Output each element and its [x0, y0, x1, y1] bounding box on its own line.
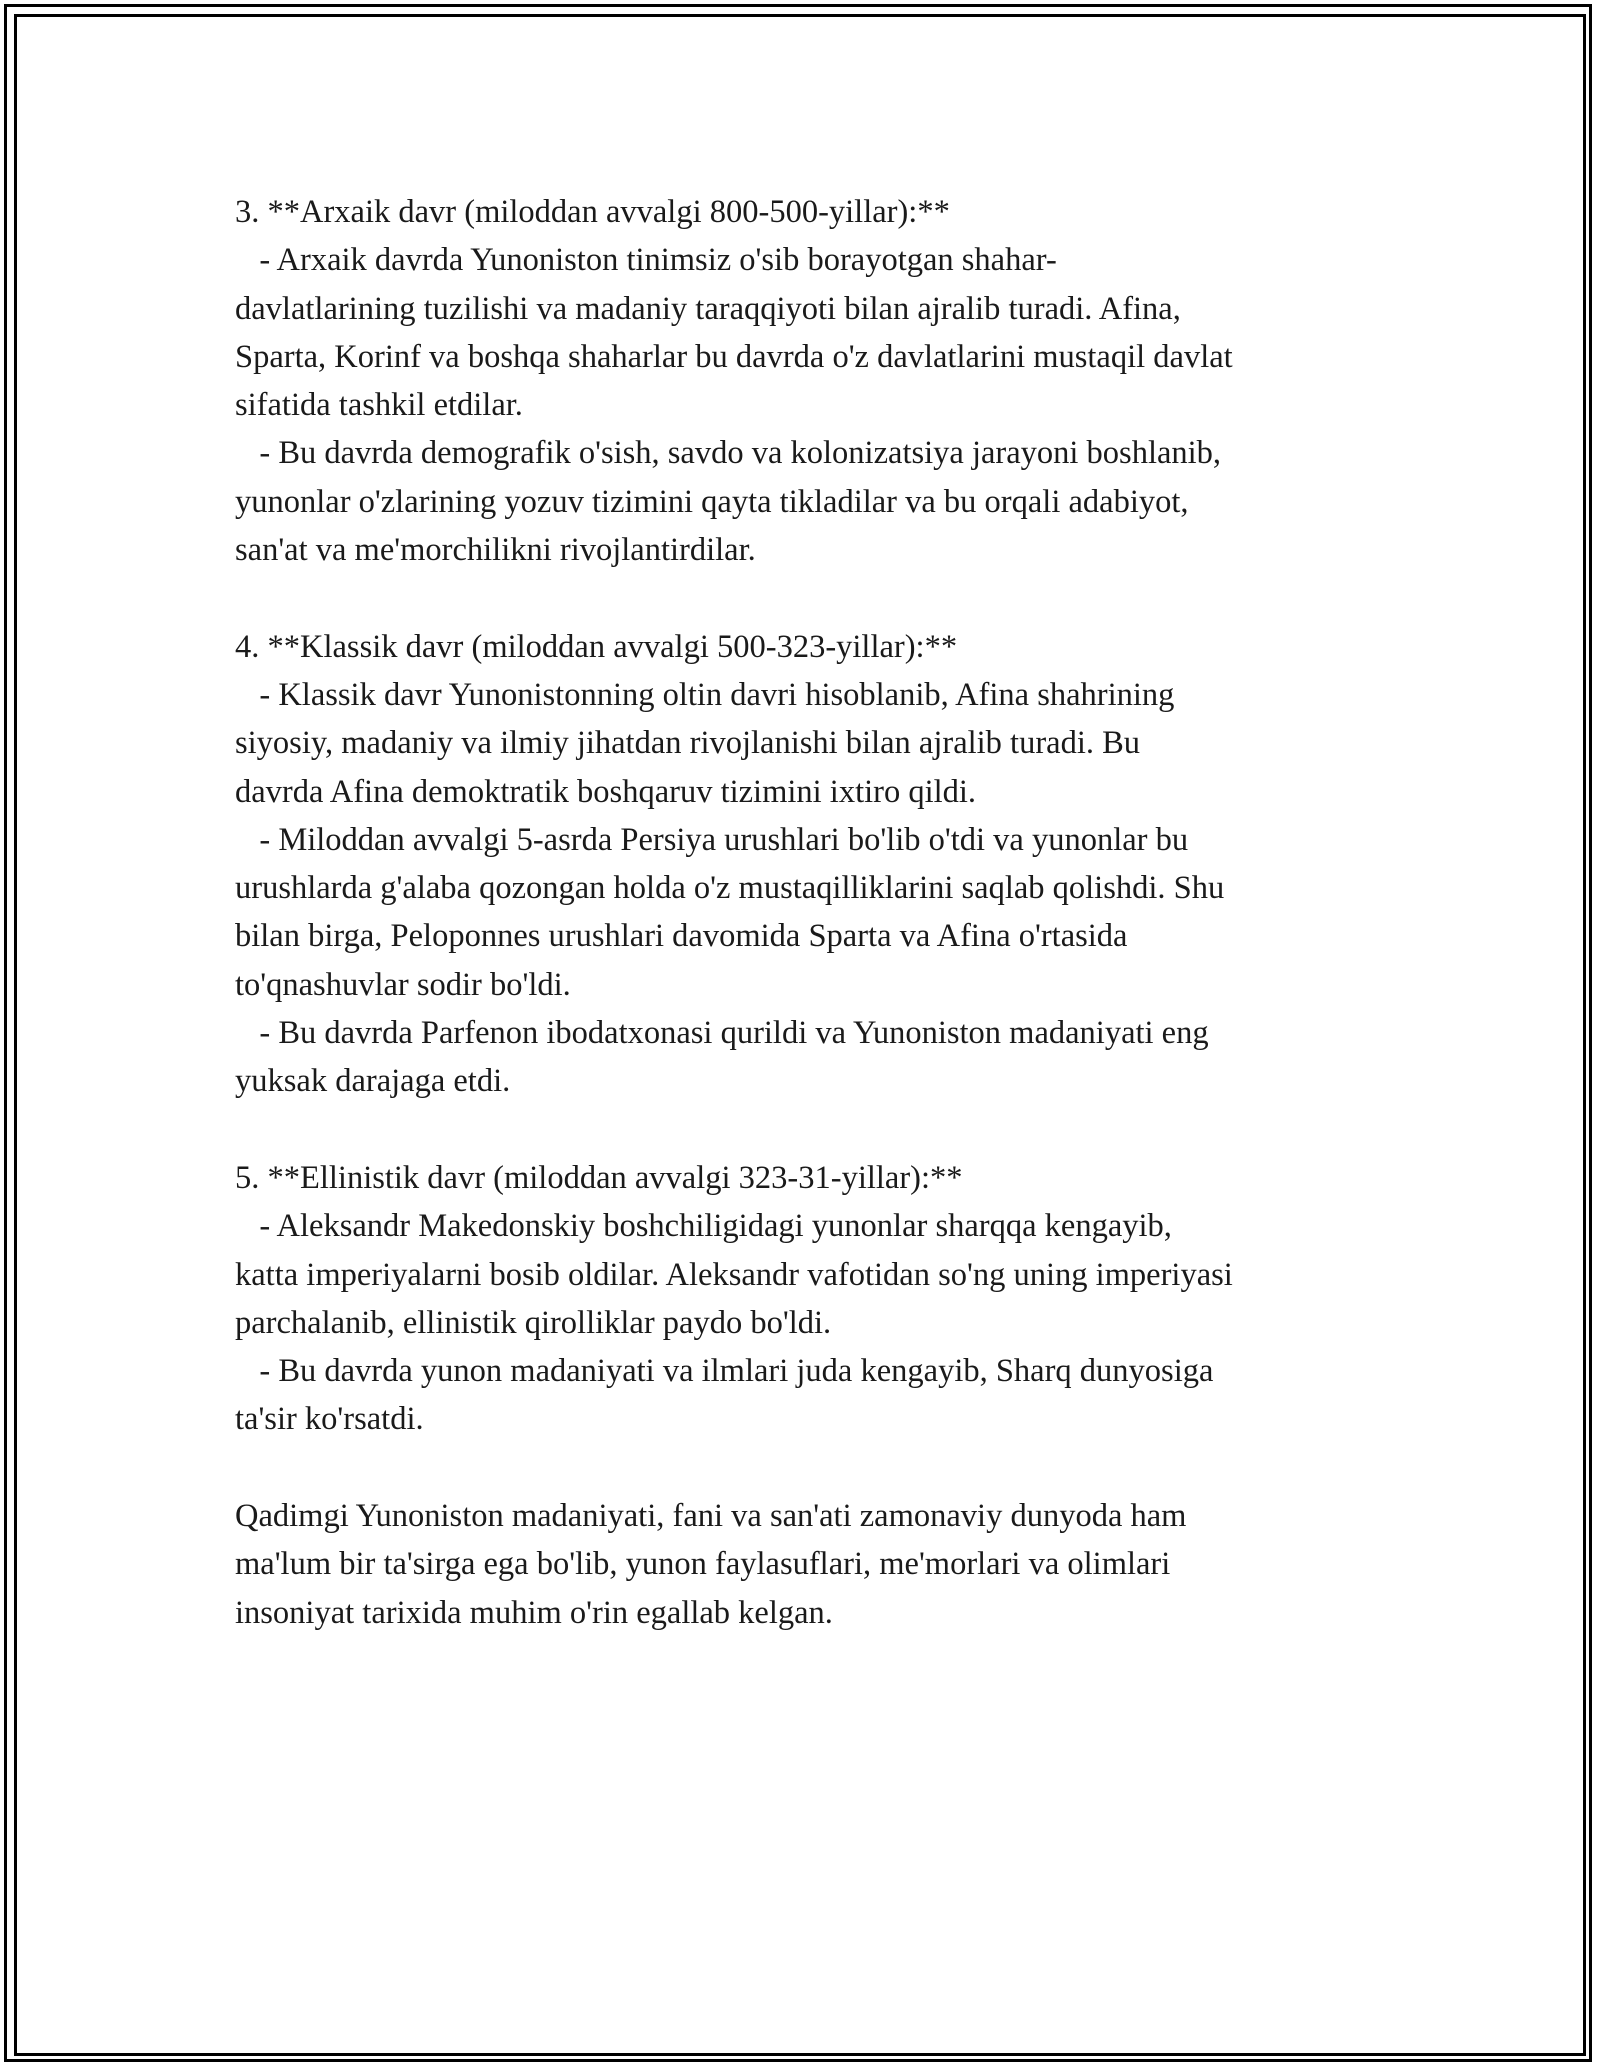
- section-heading: 4. **Klassik davr (miloddan avvalgi 500-323-yillar):**: [235, 628, 958, 665]
- section-line: - Aleksandr Makedonskiy boshchiligidagi yunonlar sharqqa kengayib,: [235, 1208, 1172, 1245]
- section-line: davrda Afina demoktratik boshqaruv tizimini ixtiro qildi.: [235, 773, 977, 810]
- section-ellinistik: [235, 1154, 1375, 1444]
- section-line: - Bu davrda Parfenon ibodatxonasi qurildi va Yunoniston madaniyati eng: [235, 1015, 1209, 1052]
- section-line: yunonlar o'zlarining yozuv tizimini qayta tikladilar va bu orqali adabiyot,: [235, 483, 1189, 520]
- section-line: - Bu davrda demografik o'sish, savdo va kolonizatsiya jarayoni boshlanib,: [235, 435, 1222, 472]
- conclusion-line: Qadimgi Yunoniston madaniyati, fani va san'ati zamonaviy dunyoda ham: [235, 1498, 1187, 1535]
- section-line: - Klassik davr Yunonistonning oltin davri hisoblanib, Afina shahrining: [235, 676, 1175, 713]
- section-heading: 3. **Arxaik davr (miloddan avvalgi 800-500-yillar):**: [235, 194, 950, 230]
- section-line: ta'sir ko'rsatdi.: [235, 1401, 424, 1438]
- paragraph-gap: [235, 1106, 1375, 1154]
- paragraph-gap: [235, 1444, 1375, 1492]
- section-line: yuksak darajaga etdi.: [235, 1063, 511, 1100]
- section-line: san'at va me'morchilikni rivojlantirdilar.: [235, 532, 756, 569]
- conclusion-line: ma'lum bir ta'sirga ega bo'lib, yunon faylasuflari, me'morlari va olimlari: [235, 1546, 1171, 1583]
- section-klassik: [235, 623, 1375, 1106]
- section-arxaik: [235, 188, 1375, 574]
- section-line: katta imperiyalarni bosib oldilar. Aleksandr vafotidan so'ng uning imperiyasi: [235, 1256, 1233, 1293]
- conclusion-paragraph: [235, 1492, 1375, 1637]
- section-line: davlatlarining tuzilishi va madaniy taraqqiyoti bilan ajralib turadi. Afina,: [235, 290, 1181, 327]
- section-line: urushlarda g'alaba qozongan holda o'z mustaqilliklarini saqlab qolishdi. Shu: [235, 870, 1225, 907]
- section-line: sifatida tashkil etdilar.: [235, 387, 523, 424]
- section-line: to'qnashuvlar sodir bo'ldi.: [235, 966, 571, 1003]
- section-line: - Bu davrda yunon madaniyati va ilmlari juda kengayib, Sharq dunyosiga: [235, 1353, 1214, 1390]
- section-line: - Miloddan avvalgi 5-asrda Persiya urushlari bo'lib o'tdi va yunonlar bu: [235, 821, 1189, 858]
- section-line: parchalanib, ellinistik qirolliklar paydo bo'ldi.: [235, 1304, 832, 1341]
- document-body: [235, 188, 1375, 1637]
- paragraph-gap: [235, 574, 1375, 622]
- section-line: - Arxaik davrda Yunoniston tinimsiz o'sib borayotgan shahar-: [235, 242, 1057, 279]
- section-heading: 5. **Ellinistik davr (miloddan avvalgi 323-31-yillar):**: [235, 1159, 963, 1196]
- conclusion-line: insoniyat tarixida muhim o'rin egallab kelgan.: [235, 1594, 833, 1631]
- section-line: bilan birga, Peloponnes urushlari davomida Sparta va Afina o'rtasida: [235, 918, 1128, 955]
- section-line: siyosiy, madaniy va ilmiy jihatdan rivojlanishi bilan ajralib turadi. Bu: [235, 725, 1141, 762]
- section-line: Sparta, Korinf va boshqa shaharlar bu davrda o'z davlatlarini mustaqil davlat: [235, 338, 1233, 375]
